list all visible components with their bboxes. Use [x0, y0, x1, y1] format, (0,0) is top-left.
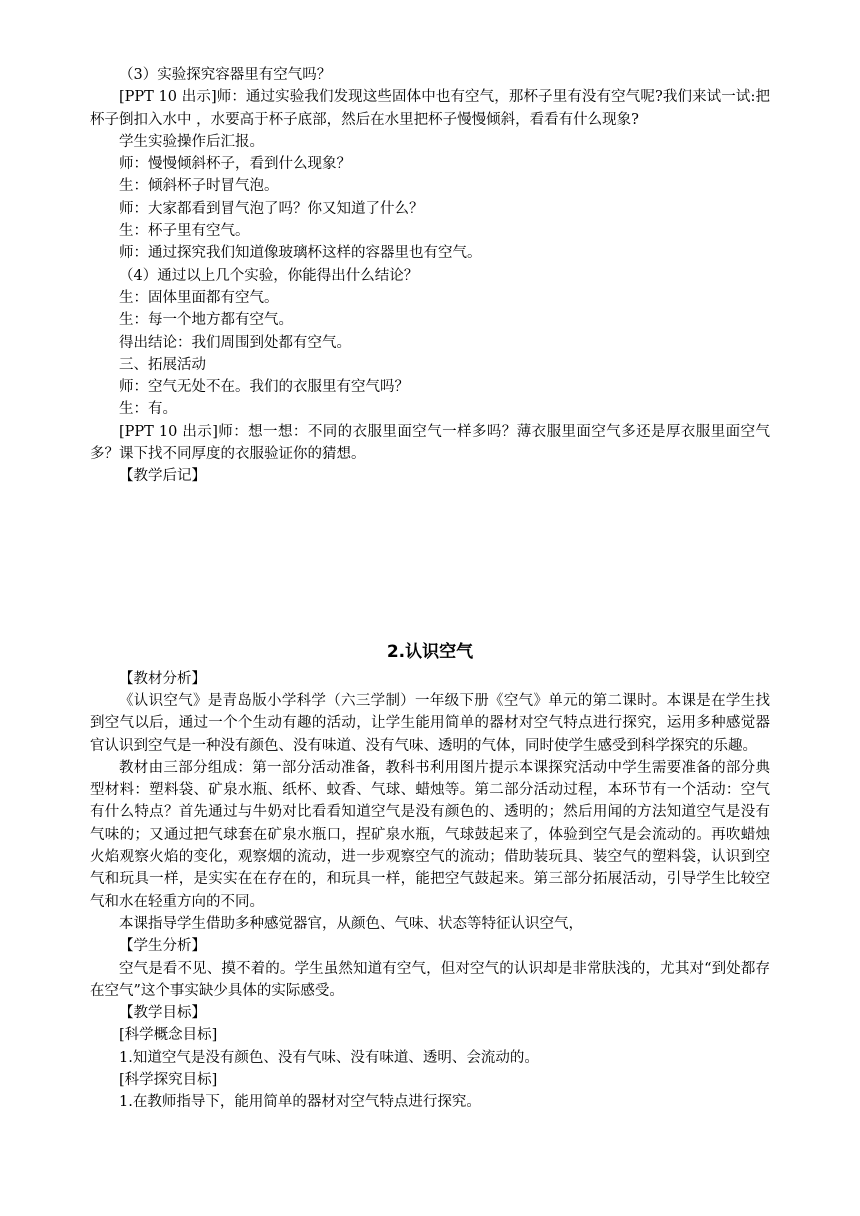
subsection-heading: [科学探究目标] — [119, 1071, 218, 1088]
lesson-title: 2.认识空气 — [386, 641, 474, 662]
dialogue-line: 生：每一个地方都有空气。 — [119, 312, 293, 329]
paragraph: 《认识空气》是青岛版小学科学（六三学制）一年级下册《空气》单元的第二课时。本课是在学生找到空气以后，通过一个个生动有趣的活动，让学生能用简单的器材对空气特点进行探究，运用多种感觉器官认识到空气是一种没有颜色、没有味道、没有气味、透明的气体，同时使学生感受到科学探究的乐趣。 — [90, 692, 770, 754]
paragraph: [PPT 10 出示]师：通过实验我们发现这些固体中也有空气，那杯子里有没有空气呢?我们来试一试:把杯子倒扣入水中 ，水要高于杯子底部，然后在水里把杯子慢慢倾斜，看看有什么现象? — [90, 89, 770, 128]
section-heading: （3）实验探究容器里有空气吗？ — [119, 67, 332, 83]
blank-space — [90, 488, 770, 640]
dialogue-line: 生：固体里面都有空气。 — [119, 289, 279, 306]
dialogue-line: 师：慢慢倾斜杯子，看到什么现象？ — [119, 156, 351, 173]
paragraph: 得出结论：我们周围到处都有空气。 — [119, 334, 351, 351]
paragraph: [PPT 10 出示]师：想一想：不同的衣服里面空气一样多吗？薄衣服里面空气多还是厚衣服里面空气多？课下找不同厚度的衣服验证你的猜想。 — [90, 423, 770, 463]
list-item: 1.在教师指导下，能用简单的器材对空气特点进行探究。 — [119, 1094, 481, 1111]
paragraph: 教材由三部分组成：第一部分活动准备，教科书利用图片提示本课探究活动中学生需要准备的部分典型材料：塑料袋、矿泉水瓶、纸杯、蚊香、气球、蜡烛等。第二部分活动过程，本环节有一个活动：空气有什么特点？首先通过与牛奶对比看看知道空气是没有颜色的、透明的；然后用闻的方法知道空气是没有气味的；又通过把气球套在矿泉水瓶口，捏矿泉水瓶，气球鼓起来了，体验到空气是会流动的。再吹蜡烛火焰观察火焰的变化，观察烟的流动，进一步观察空气的流动；借助装玩具、装空气的塑料袋，认识到空气和玩具一样，是实实在在存在的，和玩具一样，能把空气鼓起来。第三部分拓展活动，引导学生比较空气和水在轻重方向的不同。 — [90, 759, 770, 910]
section-heading: （4）通过以上几个实验，你能得出什么结论？ — [119, 267, 419, 284]
dialogue-line: 师：大家都看到冒气泡了吗？你又知道了什么？ — [119, 200, 424, 217]
section-heading: 三、拓展活动 — [119, 356, 206, 373]
dialogue-line: 师：通过探究我们知道像玻璃杯这样的容器里也有空气。 — [119, 245, 482, 262]
subsection-heading: [科学概念目标] — [119, 1027, 218, 1044]
dialogue-line: 生：倾斜杯子时冒气泡。 — [119, 178, 279, 195]
dialogue-line: 生：杯子里有空气。 — [119, 223, 250, 240]
dialogue-line: 生：有。 — [119, 401, 177, 418]
paragraph: 学生实验操作后汇报。 — [119, 133, 264, 150]
section-heading: 【教学目标】 — [119, 1005, 206, 1022]
dialogue-line: 师：空气无处不在。我们的衣服里有空气吗？ — [119, 379, 409, 396]
paragraph: 本课指导学生借助多种感觉器官，从颜色、气味、状态等特征认识空气， — [119, 915, 583, 932]
section-heading: 【学生分析】 — [119, 938, 206, 955]
document-body — [90, 64, 770, 1114]
paragraph: 空气是看不见、摸不着的。学生虽然知道有空气，但对空气的认识却是非常肤浅的，尤其对“到处都存在空气”这个事实缺少具体的实际感受。 — [90, 960, 770, 999]
section-heading: 【教材分析】 — [119, 670, 206, 687]
list-item: 1.知道空气是没有颜色、没有气味、没有味道、透明、会流动的。 — [119, 1049, 539, 1066]
section-heading: 【教学后记】 — [119, 468, 206, 485]
